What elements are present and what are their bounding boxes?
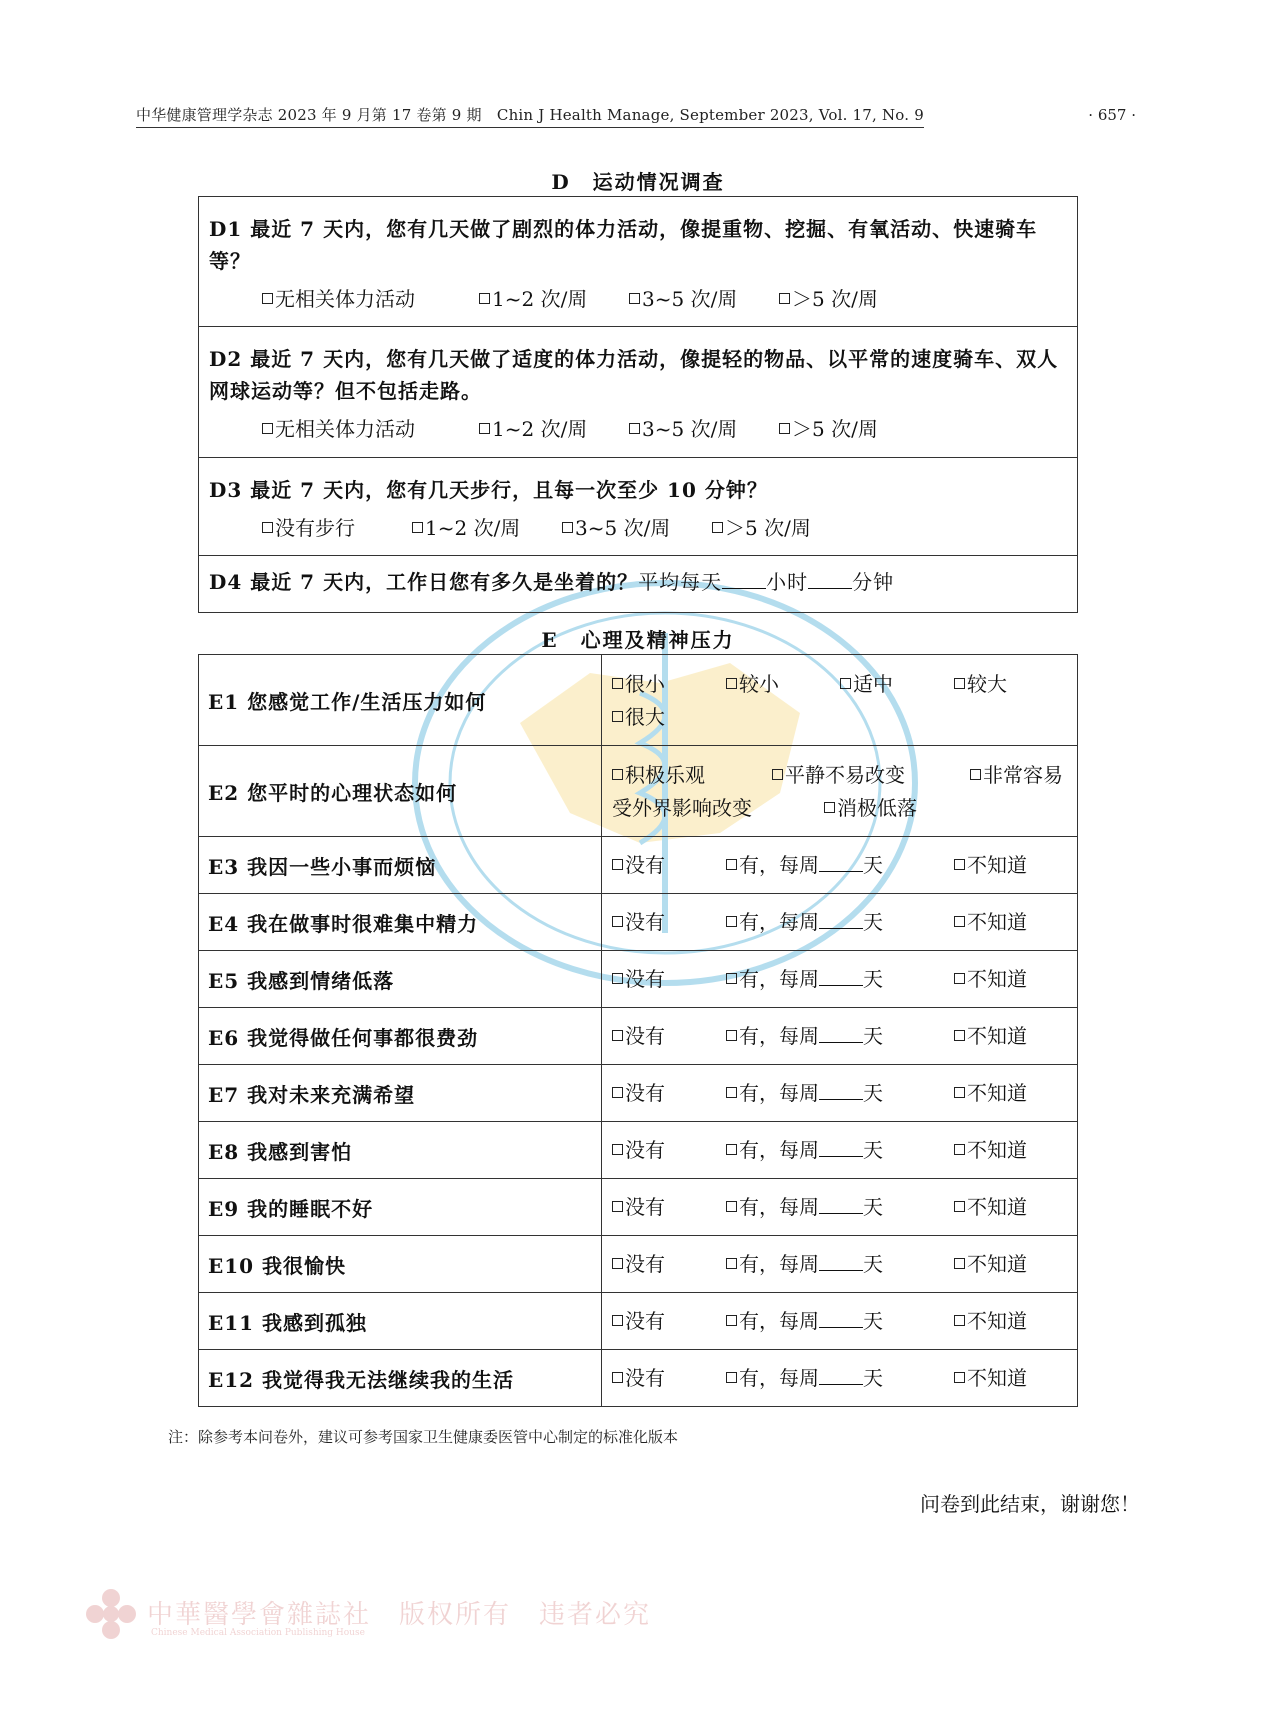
question-d4-text: D4 最近 7 天内，工作日您有多久是坐着的？	[209, 570, 639, 594]
option-label: 没有	[625, 1195, 665, 1219]
option-group	[209, 281, 1067, 317]
option-label: 没有	[625, 1024, 665, 1048]
checkbox-icon	[954, 1201, 965, 1212]
option-label: 有，每周	[739, 1195, 819, 1219]
days-blank[interactable]	[819, 1364, 863, 1385]
minutes-blank[interactable]	[808, 568, 852, 589]
checkbox-icon	[612, 859, 623, 870]
section-d-table	[198, 196, 1078, 613]
section-d-title	[0, 166, 1276, 195]
option-group	[602, 1236, 1078, 1293]
running-head	[136, 103, 1136, 127]
option-label: 1~2 次/周	[492, 287, 588, 311]
option-label: 积极乐观	[625, 763, 705, 787]
checkbox-icon	[612, 973, 623, 984]
checkbox-icon	[954, 1144, 965, 1155]
question-d1	[199, 197, 1077, 327]
question-text: E7 我对未来充满希望	[199, 1065, 602, 1122]
days-label: 天	[863, 1138, 883, 1162]
question-text: E3 我因一些小事而烦恼	[199, 837, 602, 894]
question-row	[199, 1065, 1078, 1122]
days-label: 天	[863, 1081, 883, 1105]
option-label: 3~5 次/周	[575, 516, 671, 540]
checkbox-icon	[954, 1087, 965, 1098]
option-label: 不知道	[967, 1195, 1027, 1219]
option-yes-weekly[interactable]	[726, 907, 883, 937]
checkbox-icon	[612, 1315, 623, 1326]
option-yes-weekly[interactable]	[726, 1363, 883, 1393]
option-checkbox[interactable]	[412, 510, 520, 546]
option-label: 3~5 次/周	[642, 287, 738, 311]
option-none[interactable]	[612, 1306, 665, 1336]
question-row	[199, 1293, 1078, 1350]
option-group	[602, 1350, 1078, 1407]
checkbox-icon	[612, 1030, 623, 1041]
option-unknown[interactable]	[954, 1306, 1027, 1336]
section-d-letter: D	[551, 170, 571, 194]
option-label: 1~2 次/周	[425, 516, 521, 540]
option-group	[209, 510, 1067, 546]
days-label: 天	[863, 1195, 883, 1219]
publisher-logo	[85, 1588, 652, 1648]
checkbox-icon	[612, 1144, 623, 1155]
days-blank[interactable]	[819, 1022, 863, 1043]
checkbox-icon	[262, 522, 273, 533]
option-label: 适中	[853, 672, 893, 696]
section-e-letter: E	[541, 628, 559, 652]
question-d3	[199, 458, 1077, 556]
question-row	[199, 1008, 1078, 1065]
checkbox-icon	[612, 678, 623, 689]
checkbox-icon	[726, 1030, 737, 1041]
option-unknown[interactable]	[954, 907, 1027, 937]
option-label: 有，每周	[739, 1366, 819, 1390]
days-label: 天	[863, 967, 883, 991]
option-label-continued: 受外界影响改变	[612, 796, 752, 820]
option-unknown[interactable]	[954, 1078, 1027, 1108]
option-group	[602, 1293, 1078, 1350]
option-label: 不知道	[967, 853, 1027, 877]
option-checkbox[interactable]	[562, 510, 670, 546]
checkbox-icon	[779, 293, 790, 304]
question-text: D3 最近 7 天内，您有几天步行，且每一次至少 10 分钟？	[209, 478, 768, 502]
option-none[interactable]	[612, 1192, 665, 1222]
checkbox-icon	[262, 423, 273, 434]
option-label: 1~2 次/周	[492, 417, 588, 441]
option-checkbox[interactable]	[479, 411, 587, 447]
option-yes-weekly[interactable]	[726, 1306, 883, 1336]
question-text: E11 我感到孤独	[199, 1293, 602, 1350]
checkbox-icon	[612, 1201, 623, 1212]
checkbox-icon	[712, 522, 723, 533]
option-label: 不知道	[967, 910, 1027, 934]
option-group	[602, 837, 1078, 894]
option-label: 有，每周	[739, 1024, 819, 1048]
checkbox-icon	[954, 1315, 965, 1326]
checkbox-icon	[954, 678, 965, 689]
option-label: 没有步行	[275, 516, 355, 540]
question-text	[209, 566, 1067, 598]
question-text: E2 您平时的心理状态如何	[199, 746, 602, 837]
option-group	[602, 746, 1078, 837]
option-label: ＞5 次/周	[792, 287, 878, 311]
checkbox-icon	[824, 802, 835, 813]
option-label: 无相关体力活动	[275, 287, 415, 311]
option-yes-weekly[interactable]	[726, 1135, 883, 1165]
question-text: E4 我在做事时很难集中精力	[199, 894, 602, 951]
option-yes-weekly[interactable]	[726, 1249, 883, 1279]
question-row	[199, 894, 1078, 951]
checkbox-icon	[726, 1144, 737, 1155]
option-checkbox[interactable]	[629, 281, 737, 317]
option-label: 不知道	[967, 1138, 1027, 1162]
option-checkbox[interactable]	[772, 759, 905, 792]
checkbox-icon	[726, 1315, 737, 1326]
option-checkbox[interactable]	[612, 701, 665, 734]
option-none[interactable]	[612, 1078, 665, 1108]
checkbox-icon	[479, 293, 490, 304]
option-label: 没有	[625, 853, 665, 877]
question-row	[199, 1236, 1078, 1293]
checkbox-icon	[779, 423, 790, 434]
question-text: D1 最近 7 天内，您有几天做了剧烈的体力活动，像提重物、挖掘、有氧活动、快速骑车等？	[209, 217, 1038, 273]
checkbox-icon	[629, 423, 640, 434]
question-text: E6 我觉得做任何事都很费劲	[199, 1008, 602, 1065]
option-label: ＞5 次/周	[792, 417, 878, 441]
checkbox-icon	[954, 973, 965, 984]
days-label: 天	[863, 1309, 883, 1333]
checkbox-icon	[726, 1087, 737, 1098]
checkbox-icon	[954, 916, 965, 927]
option-unknown[interactable]	[954, 850, 1027, 880]
days-label: 天	[863, 1366, 883, 1390]
option-label: 非常容易	[983, 763, 1063, 787]
option-label: 没有	[625, 1138, 665, 1162]
option-label: 不知道	[967, 1366, 1027, 1390]
option-group	[602, 1122, 1078, 1179]
option-checkbox[interactable]	[779, 411, 878, 447]
days-blank[interactable]	[819, 1079, 863, 1100]
days-blank[interactable]	[819, 1136, 863, 1157]
option-unknown[interactable]	[954, 1363, 1027, 1393]
checkbox-icon	[612, 1372, 623, 1383]
option-label: 不知道	[967, 1309, 1027, 1333]
option-yes-weekly[interactable]	[726, 1078, 883, 1108]
option-label: 没有	[625, 1309, 665, 1333]
option-none[interactable]	[612, 964, 665, 994]
checkbox-icon	[840, 678, 851, 689]
question-row	[199, 1179, 1078, 1236]
option-group	[602, 1065, 1078, 1122]
option-none[interactable]	[612, 1135, 665, 1165]
option-group	[209, 411, 1067, 447]
checkbox-icon	[726, 973, 737, 984]
option-label: 有，每周	[739, 1309, 819, 1333]
question-row	[199, 1122, 1078, 1179]
option-checkbox[interactable]	[970, 759, 1063, 792]
checkbox-icon	[726, 678, 737, 689]
option-none[interactable]	[612, 907, 665, 937]
option-label: 有，每周	[739, 910, 819, 934]
option-none[interactable]	[612, 1363, 665, 1393]
checkbox-icon	[726, 1201, 737, 1212]
days-blank[interactable]	[819, 1250, 863, 1271]
question-e1	[199, 655, 1078, 746]
journal-citation: 中华健康管理学杂志 2023 年 9 月第 17 卷第 9 期 Chin J Health Manage, September 2023, Vol. 17, No. 9	[136, 103, 924, 128]
checkbox-icon	[970, 769, 981, 780]
checkbox-icon	[262, 293, 273, 304]
hours-blank[interactable]	[722, 568, 766, 589]
question-d4	[199, 556, 1077, 612]
checkbox-icon	[954, 859, 965, 870]
option-label: 有，每周	[739, 967, 819, 991]
option-label: 没有	[625, 1252, 665, 1276]
checkbox-icon	[612, 1258, 623, 1269]
days-label: 天	[863, 910, 883, 934]
option-group	[602, 1008, 1078, 1065]
page-number: · 657 ·	[1088, 106, 1136, 124]
checkbox-icon	[954, 1258, 965, 1269]
publisher-name: 中華醫學會雜誌社 版权所有 违者必究	[147, 1600, 652, 1630]
option-label: 有，每周	[739, 853, 819, 877]
d4-minutes-label: 分钟	[852, 570, 895, 594]
checkbox-icon	[612, 711, 623, 722]
option-label: 较小	[739, 672, 779, 696]
checkbox-icon	[629, 293, 640, 304]
option-label: 很小	[625, 672, 665, 696]
question-text: E5 我感到情绪低落	[199, 951, 602, 1008]
option-checkbox[interactable]	[712, 510, 811, 546]
frequency-rows	[199, 837, 1078, 1407]
option-checkbox[interactable]	[262, 510, 355, 546]
option-label: 3~5 次/周	[642, 417, 738, 441]
flower-icon	[85, 1588, 137, 1640]
option-group	[602, 894, 1078, 951]
option-unknown[interactable]	[954, 1249, 1027, 1279]
option-checkbox[interactable]	[612, 759, 705, 792]
option-yes-weekly[interactable]	[726, 1192, 883, 1222]
checkbox-icon	[562, 522, 573, 533]
checkbox-icon	[726, 916, 737, 927]
question-text: E9 我的睡眠不好	[199, 1179, 602, 1236]
days-blank[interactable]	[819, 1193, 863, 1214]
option-none[interactable]	[612, 850, 665, 880]
option-group	[602, 1179, 1078, 1236]
option-checkbox[interactable]	[726, 668, 779, 701]
option-label: 较大	[967, 672, 1007, 696]
question-text: E8 我感到害怕	[199, 1122, 602, 1179]
question-text: E12 我觉得我无法继续我的生活	[199, 1350, 602, 1407]
option-checkbox[interactable]	[262, 281, 415, 317]
question-text: E1 您感觉工作/生活压力如何	[199, 655, 602, 746]
checkbox-icon	[954, 1372, 965, 1383]
question-e2	[199, 746, 1078, 837]
option-group	[602, 951, 1078, 1008]
days-blank[interactable]	[819, 908, 863, 929]
option-label: 有，每周	[739, 1081, 819, 1105]
option-group	[602, 655, 1078, 746]
question-row	[199, 837, 1078, 894]
checkbox-icon	[412, 522, 423, 533]
checkbox-icon	[726, 1258, 737, 1269]
days-blank[interactable]	[819, 965, 863, 986]
option-label: 没有	[625, 1081, 665, 1105]
option-checkbox[interactable]	[954, 668, 1007, 701]
checkbox-icon	[772, 769, 783, 780]
option-unknown[interactable]	[954, 1192, 1027, 1222]
option-label: 无相关体力活动	[275, 417, 415, 441]
option-label: 不知道	[967, 967, 1027, 991]
days-label: 天	[863, 1252, 883, 1276]
question-row	[199, 951, 1078, 1008]
option-label: ＞5 次/周	[725, 516, 811, 540]
days-blank[interactable]	[819, 1307, 863, 1328]
option-label: 不知道	[967, 1081, 1027, 1105]
option-label: 没有	[625, 1366, 665, 1390]
option-yes-weekly[interactable]	[726, 850, 883, 880]
section-e-title	[0, 624, 1276, 653]
option-label: 很大	[625, 705, 665, 729]
option-yes-weekly[interactable]	[726, 1021, 883, 1051]
publisher-subtitle: Chinese Medical Association Publishing House	[151, 1628, 365, 1638]
question-text: D2 最近 7 天内，您有几天做了适度的体力活动，像提轻的物品、以平常的速度骑车、双人网球运动等？但不包括走路。	[209, 347, 1059, 403]
option-label: 没有	[625, 910, 665, 934]
section-d-heading: 运动情况调查	[592, 170, 725, 194]
checkbox-icon	[612, 1087, 623, 1098]
checkbox-icon	[612, 769, 623, 780]
option-unknown[interactable]	[954, 1021, 1027, 1051]
option-label: 没有	[625, 967, 665, 991]
option-label: 有，每周	[739, 1252, 819, 1276]
footnote: 注：除参考本问卷外，建议可参考国家卫生健康委医管中心制定的标准化版本	[168, 1428, 679, 1446]
option-checkbox[interactable]	[479, 281, 587, 317]
option-checkbox[interactable]	[824, 792, 917, 825]
d4-average-label: 平均每天	[638, 570, 723, 594]
option-unknown[interactable]	[954, 964, 1027, 994]
option-label: 不知道	[967, 1252, 1027, 1276]
days-blank[interactable]	[819, 851, 863, 872]
checkbox-icon	[726, 1372, 737, 1383]
checkbox-icon	[726, 859, 737, 870]
question-text: E10 我很愉快	[199, 1236, 602, 1293]
question-d2	[199, 327, 1077, 458]
option-label: 平静不易改变	[785, 763, 905, 787]
option-yes-weekly[interactable]	[726, 964, 883, 994]
days-label: 天	[863, 1024, 883, 1048]
option-none[interactable]	[612, 1021, 665, 1051]
section-e-heading: 心理及精神压力	[580, 628, 735, 652]
section-e-table	[198, 654, 1078, 1407]
option-checkbox[interactable]	[612, 668, 665, 701]
option-label: 消极低落	[837, 796, 917, 820]
option-checkbox[interactable]	[840, 668, 893, 701]
option-checkbox[interactable]	[629, 411, 737, 447]
option-checkbox[interactable]	[262, 411, 415, 447]
question-row	[199, 1350, 1078, 1407]
days-label: 天	[863, 853, 883, 877]
option-checkbox[interactable]	[779, 281, 878, 317]
d4-hours-label: 小时	[766, 570, 809, 594]
option-label: 有，每周	[739, 1138, 819, 1162]
checkbox-icon	[479, 423, 490, 434]
option-label: 不知道	[967, 1024, 1027, 1048]
option-none[interactable]	[612, 1249, 665, 1279]
option-unknown[interactable]	[954, 1135, 1027, 1165]
checkbox-icon	[954, 1030, 965, 1041]
closing-text: 问卷到此结束，谢谢您！	[920, 1492, 1140, 1516]
checkbox-icon	[612, 916, 623, 927]
